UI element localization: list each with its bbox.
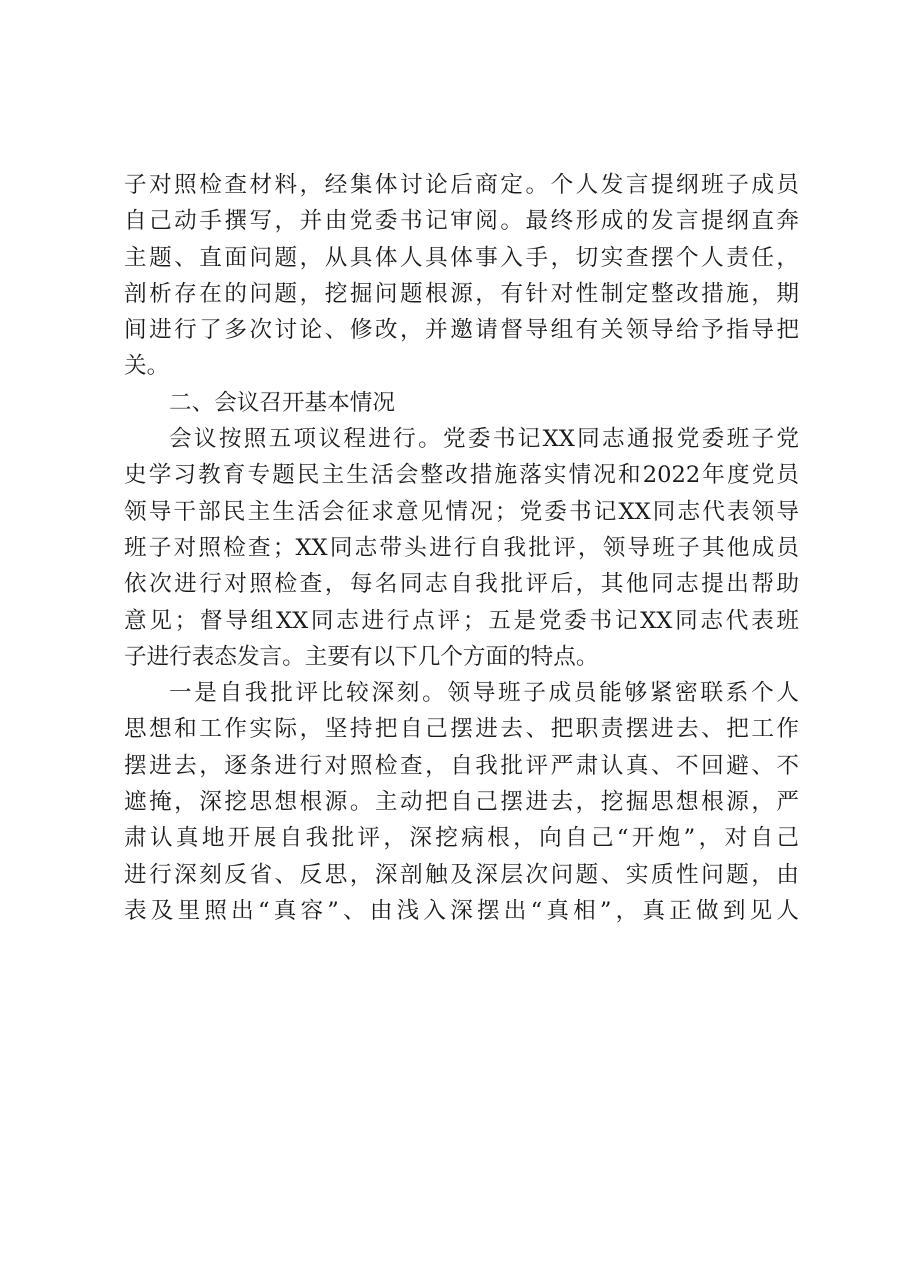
paragraph-line: 子对照检查材料，经集体讨论后商定。个人发言提纲班子成员 [124,172,799,198]
paragraph-line: 间进行了多次讨论、修改，并邀请督导组有关领导给予指导把 [124,317,799,344]
paragraph-line: 思想和工作实际，坚持把自己摆进去、把职责摆进去、把工作 [124,716,799,743]
paragraph-line: 遮掩，深挖思想根源。主动把自己摆进去，挖掘思想根源，严 [124,789,799,816]
paragraph-line: 意见；督导组XX同志进行点评；五是党委书记XX同志代表班 [124,607,799,634]
document-body [124,167,799,929]
paragraph-line: 领导干部民主生活会征求意见情况；党委书记XX同志代表领导 [124,498,799,525]
paragraph-line: 进行深刻反省、反思，深剖触及深层次问题、实质性问题，由 [124,861,799,888]
paragraph-line: 表及里照出“真容”、由浅入深摆出“真相”，真正做到见人 [124,897,799,924]
section-heading: 二、会议召开基本情况 [169,389,395,416]
paragraph-line: 依次进行对照检查，每名同志自我批评后，其他同志提出帮助 [124,571,799,598]
paragraph-line: 关。 [124,353,170,380]
paragraph-line: 主题、直面问题，从具体人具体事入手，切实查摆个人责任， [124,244,799,271]
paragraph-line: 子进行表态发言。主要有以下几个方面的特点。 [124,643,599,670]
paragraph-line: 会议按照五项议程进行。党委书记XX同志通报党委班子党 [169,426,799,453]
paragraph-line: 班子对照检查；XX同志带头进行自我批评，领导班子其他成员 [124,534,799,561]
paragraph-line: 肃认真地开展自我批评，深挖病根，向自己“开炮”，对自己 [124,825,799,852]
paragraph-line: 剖析存在的问题，挖掘问题根源，有针对性制定整改措施，期 [124,280,799,307]
paragraph-line: 一是自我批评比较深刻。领导班子成员能够紧密联系个人 [169,680,799,707]
paragraph-line: 史学习教育专题民主生活会整改措施落实情况和2022年度党员 [124,462,799,489]
paragraph-line: 摆进去，逐条进行对照检查，自我批评严肃认真、不回避、不 [124,752,799,779]
paragraph-line: 自己动手撰写，并由党委书记审阅。最终形成的发言提纲直奔 [124,208,799,235]
